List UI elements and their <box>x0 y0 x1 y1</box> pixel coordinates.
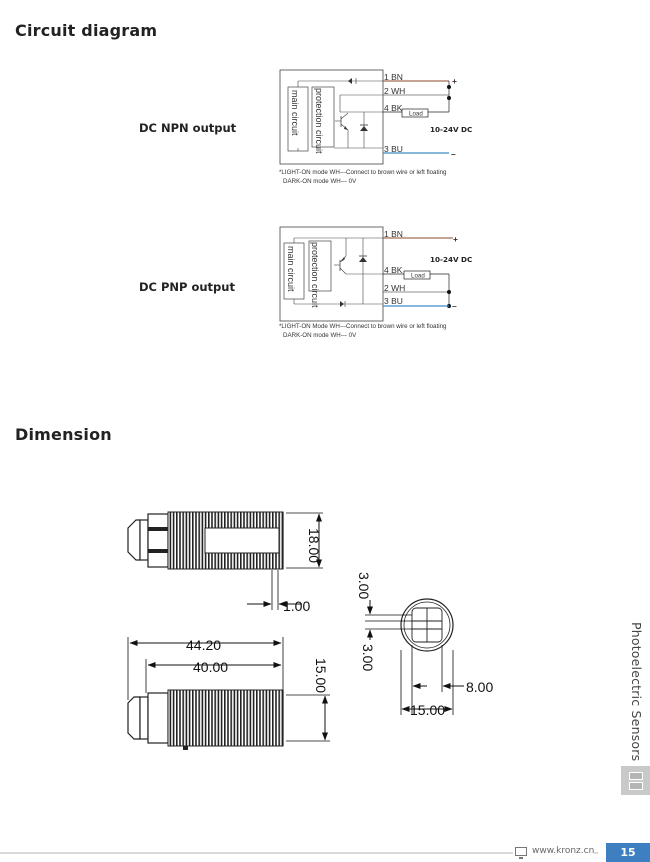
sensor-front-view <box>401 599 453 651</box>
pnp-protection-label: protection circuit <box>310 242 320 308</box>
dim-8: 8.00 <box>466 679 494 695</box>
footer-divider <box>0 852 598 854</box>
pnp-note-dark-on: DARK-ON mode WH--- 0V <box>283 332 357 339</box>
dim-15-horizontal: 15.00 <box>410 702 446 718</box>
npn-wire-bu: 3 BU <box>384 144 403 154</box>
pnp-output-label: DC PNP output <box>139 280 235 294</box>
pnp-voltage: 10-24V DC <box>430 255 473 264</box>
footer-website[interactable] <box>513 846 594 856</box>
sensor-category-icon <box>621 766 650 795</box>
npn-protection-label: protection circuit <box>314 88 324 154</box>
footer-url-text: www.kronz.cn <box>532 846 595 856</box>
monitor-icon <box>515 847 527 856</box>
page-number: 15 <box>606 843 650 862</box>
pnp-wire-bn: 1 BN <box>384 229 403 239</box>
dim-1: 1.00 <box>283 598 311 614</box>
pnp-main-circuit-label: main circuit <box>286 246 296 292</box>
sensor-side-view <box>128 690 283 750</box>
dim-44-2: 44.20 <box>186 637 222 653</box>
pnp-wire-wh: 2 WH <box>384 283 406 293</box>
dim-40: 40.00 <box>193 659 229 675</box>
pnp-note-light-on: *LIGHT-ON Mode WH---Connect to brown wire or left floating <box>279 323 447 330</box>
pnp-plus: + <box>453 234 458 244</box>
pnp-diagram <box>279 227 472 339</box>
npn-wire-wh: 2 WH <box>384 86 406 96</box>
npn-minus: – <box>451 149 456 159</box>
npn-main-circuit-label: main circuit <box>290 90 300 136</box>
dim-3-top: 3.00 <box>356 572 372 600</box>
npn-note-dark-on: DARK-ON mode WH--- 0V <box>283 178 357 185</box>
dim-3-bottom: 3.00 <box>360 644 376 672</box>
dim-18: 18.00 <box>306 528 322 564</box>
npn-output-label: DC NPN output <box>139 121 237 135</box>
npn-plus: + <box>452 76 457 86</box>
pnp-wire-bk: 4 BK <box>384 265 403 275</box>
npn-wire-bn: 1 BN <box>384 72 403 82</box>
circuit-diagram-title: Circuit diagram <box>15 21 158 40</box>
sensor-top-view <box>128 512 283 569</box>
npn-voltage: 10-24V DC <box>430 125 473 134</box>
pnp-minus: – <box>452 301 457 311</box>
pnp-wire-bu: 3 BU <box>384 296 403 306</box>
side-tab-label: Photoelectric Sensors <box>629 622 644 762</box>
npn-diagram <box>279 70 472 185</box>
npn-wire-bk: 4 BK <box>384 103 403 113</box>
pnp-load-label: Load <box>411 272 425 280</box>
npn-load-label: Load <box>409 110 423 118</box>
dimension-title: Dimension <box>15 425 112 444</box>
dim-15-vertical: 15.00 <box>313 658 329 694</box>
npn-note-light-on: *LIGHT-ON mode WH---Connect to brown wire or left floating <box>279 169 447 176</box>
